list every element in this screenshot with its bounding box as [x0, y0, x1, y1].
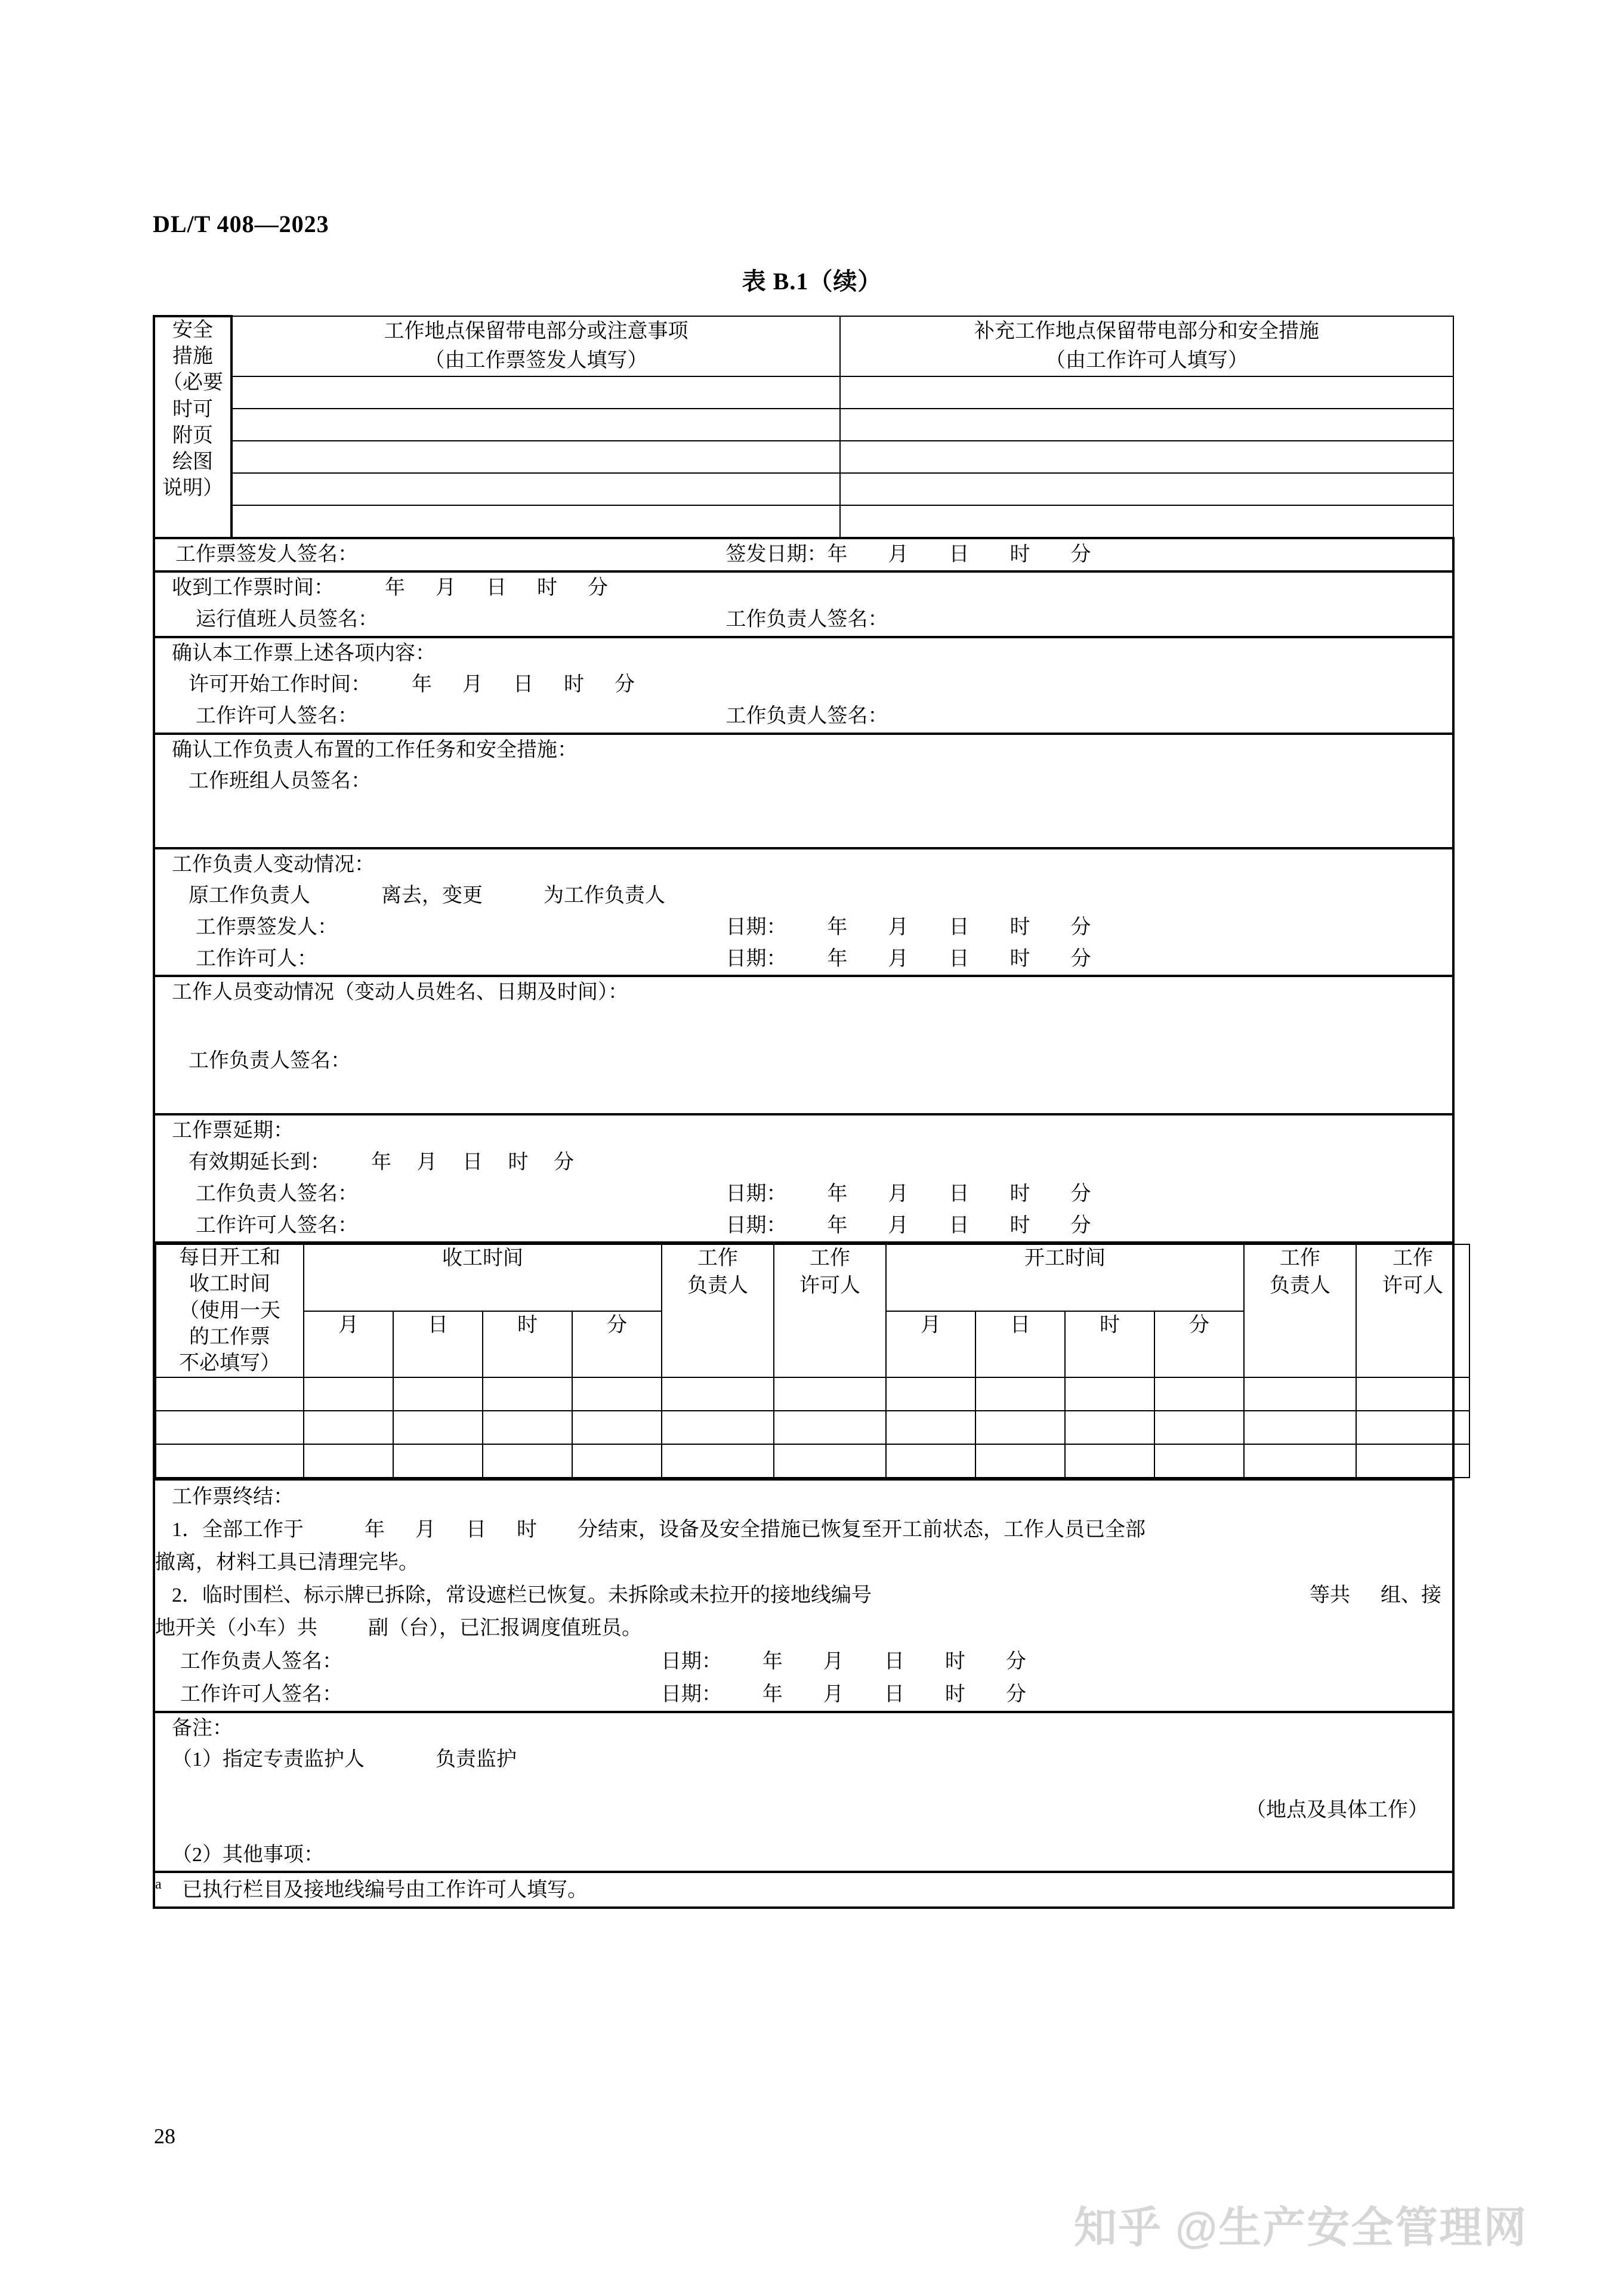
team-members-signature-label: 工作班组人员签名：	[189, 770, 371, 793]
standard-code-header: DL/T 408—2023	[153, 211, 329, 237]
safety-left-subtitle: （由工作票签发人填写）	[424, 350, 648, 372]
page-number: 28	[154, 2124, 175, 2148]
daily-label-line-3: 的工作票	[189, 1325, 270, 1348]
daily-cell[interactable]	[1154, 1444, 1244, 1478]
daily-cell[interactable]	[572, 1444, 662, 1478]
permit-start-time-line: 许可开始工作时间： 年 月 日 时 分	[189, 673, 635, 696]
footnote-row	[154, 1872, 1453, 1907]
start-leader-line-0: 工作	[1280, 1247, 1320, 1270]
daily-cell[interactable]	[886, 1377, 975, 1411]
termination-item1-line2: 撤离，材料工具已清理完毕。	[155, 1552, 419, 1574]
start-time-group-header: 开工时间	[886, 1244, 1244, 1311]
safety-left-blank-cell[interactable]	[231, 409, 840, 441]
watermark: 知乎 @生产安全管理网	[1074, 2204, 1528, 2252]
termination-permitter-signature-label: 工作许可人签名：	[180, 1683, 342, 1705]
daily-label-line-0: 每日开工和	[179, 1247, 280, 1269]
team-confirm-section-cell[interactable]	[154, 734, 1453, 848]
confirm-title: 确认本工作票上述各项内容：	[172, 642, 436, 665]
daily-cell[interactable]	[774, 1377, 886, 1411]
termination-permitter-date-line: 日期： 年 月 日 时 分	[660, 1683, 1026, 1705]
safety-label-line-5: 绘图	[172, 450, 213, 473]
daily-grid-section-row	[154, 1243, 1453, 1479]
daily-cell[interactable]	[1244, 1377, 1356, 1411]
daily-cell[interactable]	[774, 1411, 886, 1444]
start-month-header: 月	[886, 1311, 975, 1377]
finish-time-group-header: 收工时间	[304, 1244, 662, 1311]
daily-cell[interactable]	[1065, 1377, 1154, 1411]
daily-cell[interactable]	[483, 1444, 572, 1478]
daily-label-line-4: 不必填写）	[179, 1352, 280, 1374]
remarks-section-row	[154, 1712, 1453, 1872]
termination-title: 工作票终结：	[172, 1486, 294, 1509]
issue-date-label: 签发日期：	[725, 543, 828, 565]
safety-left-blank-cell[interactable]	[231, 441, 840, 473]
team-confirm-title: 确认工作负责人布置的工作任务和安全措施：	[172, 738, 578, 761]
start-minute-header: 分	[1154, 1311, 1244, 1377]
leader-signature-label: 工作负责人签名：	[725, 608, 888, 631]
extension-leader-signature-label: 工作负责人签名：	[196, 1182, 358, 1205]
finish-hour-header: 时	[483, 1311, 572, 1377]
finish-leader-line-0: 工作	[697, 1247, 738, 1270]
safety-right-blank-cell[interactable]	[840, 376, 1453, 409]
finish-permitter-line-1: 许可人	[799, 1275, 860, 1297]
footnote-marker: a	[155, 1877, 162, 1893]
termination-item2-line1-tail: 等共 组、接	[1310, 1584, 1441, 1607]
daily-cell[interactable]	[886, 1411, 975, 1444]
leader-signature-label: 工作负责人签名：	[725, 705, 888, 728]
termination-item1-line1: 1．全部工作于 年 月 日 时 分结束，设备及安全措施已恢复至开工前状态，工作人员已全部	[172, 1519, 1146, 1541]
finish-month-header: 月	[304, 1311, 393, 1377]
work-ticket-form-table	[153, 315, 1455, 1909]
staff-change-section-cell[interactable]	[154, 976, 1453, 1114]
leader-change-section-row	[154, 848, 1453, 977]
remarks-title: 备注：	[172, 1717, 233, 1739]
daily-cell[interactable]	[156, 1411, 304, 1444]
daily-grid-section-cell	[154, 1243, 1453, 1479]
finish-leader-line-1: 负责人	[687, 1275, 748, 1297]
issuer-signature-cell[interactable]	[154, 538, 1453, 572]
daily-time-grid	[155, 1244, 1470, 1478]
safety-left-title: 工作地点保留带电部分或注意事项	[384, 320, 688, 342]
footnote-text: 已执行栏目及接地线编号由工作许可人填写。	[182, 1878, 588, 1901]
daily-label-line-1: 收工时间	[189, 1273, 270, 1296]
start-permitter-line-0: 工作	[1393, 1247, 1433, 1270]
safety-right-title: 补充工作地点保留带电部分和安全措施	[974, 320, 1319, 342]
safety-blank-row[interactable]	[154, 505, 1453, 538]
termination-leader-signature-label: 工作负责人签名：	[180, 1650, 342, 1673]
daily-cell[interactable]	[1065, 1444, 1154, 1478]
daily-grid-header-row-1	[156, 1244, 1469, 1311]
daily-cell[interactable]	[886, 1444, 975, 1478]
extension-valid-until-line: 有效期延长到： 年 月 日 时 分	[189, 1151, 574, 1174]
safety-label-line-4: 附页	[172, 424, 213, 447]
issuer-signature-row	[154, 538, 1453, 572]
daily-cell[interactable]	[1154, 1411, 1244, 1444]
leader-change-detail: 原工作负责人 离去，变更 为工作负责人	[189, 885, 665, 907]
safety-section-row-label	[154, 316, 231, 538]
permitter-signature-label: 工作许可人签名：	[196, 705, 358, 728]
permitter-date-line: 日期： 年 月 日 时 分	[725, 947, 1091, 970]
daily-cell[interactable]	[975, 1411, 1065, 1444]
start-day-header: 日	[975, 1311, 1065, 1377]
receipt-time-line: 收到工作票时间： 年 月 日 时 分	[172, 577, 608, 600]
finish-permitter-header	[774, 1244, 886, 1377]
extension-permitter-signature-label: 工作许可人签名：	[196, 1214, 358, 1237]
safety-blank-row[interactable]	[154, 473, 1453, 505]
daily-cell[interactable]	[304, 1411, 393, 1444]
daily-cell[interactable]	[1356, 1377, 1469, 1411]
start-permitter-line-1: 许可人	[1382, 1275, 1443, 1297]
safety-label-line-0: 安全	[172, 319, 213, 341]
daily-cell[interactable]	[1356, 1444, 1469, 1478]
staff-change-leader-signature-label: 工作负责人签名：	[189, 1050, 351, 1073]
operator-signature-label: 运行值班人员签名：	[196, 608, 378, 631]
extension-section-cell[interactable]	[154, 1114, 1453, 1243]
extension-permitter-date-line: 日期： 年 月 日 时 分	[725, 1214, 1091, 1237]
daily-cell[interactable]	[572, 1377, 662, 1411]
confirm-section-row	[154, 637, 1453, 734]
safety-left-column-header	[231, 316, 840, 376]
daily-cell[interactable]	[483, 1411, 572, 1444]
daily-cell[interactable]	[483, 1377, 572, 1411]
daily-cell[interactable]	[1065, 1411, 1154, 1444]
daily-label-line-2: （使用一天	[179, 1299, 280, 1322]
issuer-signature-label: 工作票签发人签名：	[175, 543, 358, 565]
finish-permitter-line-0: 工作	[810, 1247, 850, 1270]
termination-section-cell[interactable]	[154, 1479, 1453, 1712]
safety-right-blank-cell[interactable]	[840, 473, 1453, 505]
staff-change-title: 工作人员变动情况（变动人员姓名、日期及时间）：	[172, 981, 628, 1004]
safety-left-blank-cell[interactable]	[231, 473, 840, 505]
remarks-item2: （2）其他事项：	[172, 1843, 324, 1866]
start-hour-header: 时	[1065, 1311, 1154, 1377]
footnote-cell	[154, 1872, 1453, 1907]
safety-right-subtitle: （由工作许可人填写）	[1045, 350, 1248, 372]
start-leader-line-1: 负责人	[1270, 1275, 1330, 1297]
termination-leader-date-line: 日期： 年 月 日 时 分	[660, 1650, 1026, 1673]
safety-right-blank-cell[interactable]	[840, 505, 1453, 538]
daily-cell[interactable]	[975, 1377, 1065, 1411]
daily-cell[interactable]	[662, 1444, 774, 1478]
extension-leader-date-line: 日期： 年 月 日 时 分	[725, 1182, 1091, 1205]
safety-blank-row[interactable]	[154, 441, 1453, 473]
daily-cell[interactable]	[662, 1411, 774, 1444]
extension-title: 工作票延期：	[172, 1120, 294, 1142]
daily-cell[interactable]	[156, 1444, 304, 1478]
team-confirm-section-row	[154, 734, 1453, 848]
daily-grid-data-row[interactable]	[156, 1377, 1469, 1411]
daily-grid-row-label	[156, 1244, 304, 1377]
issuer-date-line: 日期： 年 月 日 时 分	[725, 916, 1091, 939]
table-caption: 表 B.1（续）	[742, 268, 882, 295]
safety-blank-row[interactable]	[154, 409, 1453, 441]
daily-cell[interactable]	[1244, 1444, 1356, 1478]
daily-cell[interactable]	[572, 1411, 662, 1444]
issue-date-units: 年 月 日 时 分	[827, 543, 1091, 565]
safety-header-row	[154, 316, 1453, 376]
safety-left-blank-cell[interactable]	[231, 376, 840, 409]
safety-label-line-6: 说明）	[162, 477, 223, 500]
finish-day-header: 日	[393, 1311, 483, 1377]
safety-left-blank-cell[interactable]	[231, 505, 840, 538]
termination-item2-line1: 2．临时围栏、标示牌已拆除，常设遮栏已恢复。未拆除或未拉开的接地线编号	[172, 1584, 872, 1607]
leader-change-title: 工作负责人变动情况：	[172, 853, 375, 876]
daily-cell[interactable]	[156, 1377, 304, 1411]
start-permitter-header	[1356, 1244, 1469, 1377]
termination-section-row	[154, 1479, 1453, 1712]
remarks-section-cell[interactable]	[154, 1712, 1453, 1872]
daily-cell[interactable]	[393, 1411, 483, 1444]
receipt-section-row	[154, 571, 1453, 636]
safety-label-line-3: 时可	[172, 398, 213, 421]
daily-cell[interactable]	[1244, 1411, 1356, 1444]
receipt-section-cell[interactable]	[154, 571, 1453, 636]
daily-cell[interactable]	[393, 1377, 483, 1411]
daily-cell[interactable]	[774, 1444, 886, 1478]
permitter-label: 工作许可人：	[196, 947, 317, 970]
safety-right-blank-cell[interactable]	[840, 409, 1453, 441]
remarks-item1-note: （地点及具体工作）	[1246, 1799, 1428, 1822]
remarks-item1: （1）指定专责监护人 负责监护	[172, 1748, 517, 1771]
safety-blank-row[interactable]	[154, 376, 1453, 409]
daily-cell[interactable]	[1356, 1411, 1469, 1444]
finish-leader-header	[662, 1244, 774, 1377]
daily-grid-data-row[interactable]	[156, 1411, 1469, 1444]
confirm-section-cell[interactable]	[154, 637, 1453, 734]
daily-cell[interactable]	[304, 1444, 393, 1478]
daily-cell[interactable]	[393, 1444, 483, 1478]
safety-right-column-header	[840, 316, 1453, 376]
termination-item2-line2: 地开关（小车）共 副（台），已汇报调度值班员。	[155, 1617, 642, 1640]
daily-grid-data-row[interactable]	[156, 1444, 1469, 1478]
issuer-label: 工作票签发人：	[196, 916, 338, 939]
staff-change-section-row	[154, 976, 1453, 1114]
safety-right-blank-cell[interactable]	[840, 441, 1453, 473]
start-leader-header	[1244, 1244, 1356, 1377]
finish-minute-header: 分	[572, 1311, 662, 1377]
daily-cell[interactable]	[1154, 1377, 1244, 1411]
extension-section-row	[154, 1114, 1453, 1243]
safety-label-line-1: 措施	[172, 345, 213, 368]
daily-cell[interactable]	[304, 1377, 393, 1411]
leader-change-section-cell[interactable]	[154, 848, 1453, 977]
daily-cell[interactable]	[975, 1444, 1065, 1478]
safety-label-line-2: （必要	[162, 372, 223, 394]
daily-cell[interactable]	[662, 1377, 774, 1411]
